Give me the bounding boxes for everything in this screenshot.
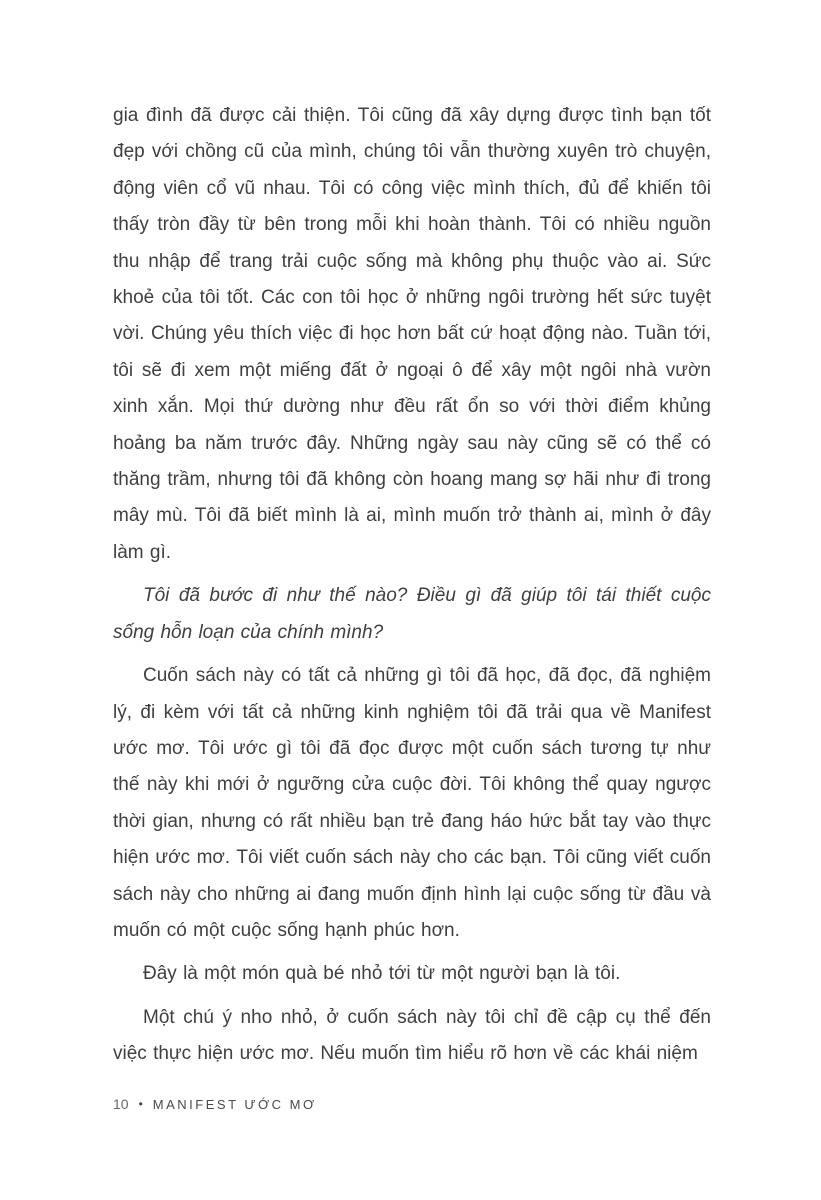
paragraph: Một chú ý nho nhỏ, ở cuốn sách này tôi chỉ đề cập cụ thể đến việc thực hiện ước mơ. Nếu muốn tìm hiểu rõ hơn về các khái niệm	[113, 1006, 711, 1065]
paragraph: Đây là một món quà bé nhỏ tới từ một người bạn là tôi.	[143, 963, 621, 985]
paragraph: gia đình đã được cải thiện. Tôi cũng đã xây dựng được tình bạn tốt đẹp với chồng cũ của mình, chúng tôi vẫn thường xuyên trò chuyện, động viên cổ vũ nhau. Tôi có công việc mình thích, đủ để khiến tôi thấy tròn đầy từ bên trong mỗi khi hoàn thành. Tôi có nhiều nguồn thu nhập để trang trải cuộc sống mà không phụ thuộc vào ai. Sức khoẻ của tôi tốt. Các con tôi học ở những ngôi trường hết sức tuyệt vời. Chúng yêu thích việc đi học hơn bất cứ hoạt động nào. Tuần tới, tôi sẽ đi xem một miếng đất ở ngoại ô để xây một ngôi nhà vườn xinh xắn. Mọi thứ dường như đều rất ổn so với thời điểm khủng hoảng ba năm trước đây. Những ngày sau này cũng sẽ có thể có thăng trầm, nhưng tôi đã không còn hoang mang sợ hãi như đi trong mây mù. Tôi đã biết mình là ai, mình muốn trở thành ai, mình ở đây làm gì.	[113, 105, 711, 563]
page-number: 10	[113, 1096, 129, 1112]
body-text	[113, 98, 711, 1080]
paragraph: Cuốn sách này có tất cả những gì tôi đã học, đã đọc, đã nghiệm lý, đi kèm với tất cả những kinh nghiệm tôi đã trải qua về Manifest ước mơ. Tôi ước gì tôi đã đọc được một cuốn sách tương tự như thế này khi mới ở ngưỡng cửa cuộc đời. Tôi không thể quay ngược thời gian, nhưng có rất nhiều bạn trẻ đang háo hức bắt tay vào thực hiện ước mơ. Tôi viết cuốn sách này cho các bạn. Tôi cũng viết cuốn sách này cho những ai đang muốn định hình lại cuộc sống từ đầu và muốn có một cuộc sống hạnh phúc hơn.	[113, 665, 711, 941]
paragraph-italic-question: Tôi đã bước đi như thế nào? Điều gì đã giúp tôi tái thiết cuộc sống hỗn loạn của chính mình?	[113, 585, 711, 643]
page-footer	[113, 1096, 317, 1112]
book-title: MANIFEST ƯỚC MƠ	[152, 1096, 317, 1112]
footer-bullet-separator: •	[138, 1097, 143, 1111]
